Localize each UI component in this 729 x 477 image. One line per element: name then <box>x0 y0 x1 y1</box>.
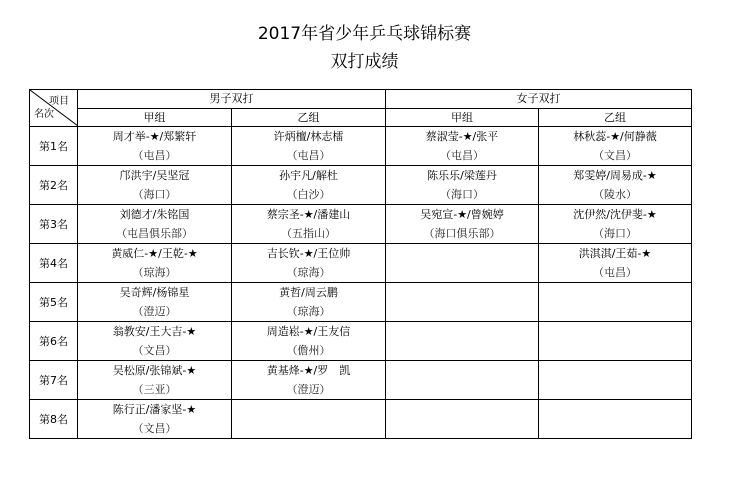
pair-names: 周才举-★/郑繁轩 <box>112 130 197 143</box>
club-name <box>386 263 538 282</box>
result-cell-women-a <box>386 283 539 322</box>
result-cell-women-a <box>386 400 539 439</box>
corner-cell <box>30 90 78 127</box>
pair-names: 郑雯婷/周易成-★ <box>573 169 657 182</box>
club-name: （文昌） <box>593 149 637 162</box>
club-name: （五指山） <box>281 227 336 240</box>
club-name <box>539 380 691 399</box>
pair-names: 蔡宗圣-★/潘建山 <box>266 208 351 221</box>
result-cell-women-b <box>539 283 692 322</box>
pair-names: 林秋蕊-★/何静薇 <box>573 130 657 143</box>
event-header-women: 女子双打 <box>386 90 692 109</box>
result-row <box>30 361 692 400</box>
rank-cell: 第2名 <box>30 166 78 205</box>
rank-cell: 第7名 <box>30 361 78 400</box>
rank-cell: 第4名 <box>30 244 78 283</box>
club-name <box>386 302 538 321</box>
pair-names <box>386 244 538 263</box>
result-cell-women-b <box>539 400 692 439</box>
pair-names: 孙宇凡/解杜 <box>279 169 338 182</box>
result-row <box>30 283 692 322</box>
results-table <box>29 89 692 439</box>
pair-names: 洪淇淇/王茹-★ <box>578 247 652 260</box>
pair-names <box>386 400 538 419</box>
result-cell-women-b <box>539 322 692 361</box>
pair-names: 许炳檀/林志檑 <box>273 130 344 143</box>
result-cell-men-a <box>78 127 232 166</box>
result-cell-men-a <box>78 166 232 205</box>
club-name <box>539 419 691 438</box>
result-cell-women-b <box>539 244 692 283</box>
result-cell-women-b <box>539 205 692 244</box>
club-name: （屯昌俱乐部） <box>116 227 193 240</box>
result-cell-men-b <box>232 322 386 361</box>
group-header-men-b: 乙组 <box>232 108 386 127</box>
result-cell-men-a <box>78 283 232 322</box>
result-cell-women-a <box>386 322 539 361</box>
result-cell-men-a <box>78 361 232 400</box>
result-cell-women-b <box>539 361 692 400</box>
pair-names <box>539 283 691 302</box>
group-header-women-a: 甲组 <box>386 108 539 127</box>
result-row <box>30 166 692 205</box>
club-name: （屯昌） <box>440 149 484 162</box>
club-name: （屯昌） <box>132 149 177 162</box>
rank-cell: 第1名 <box>30 127 78 166</box>
pair-names: 吴奇辉/杨锦星 <box>119 286 190 299</box>
club-name: （陵水） <box>593 188 637 201</box>
club-name: （三亚） <box>132 383 177 396</box>
club-name: （琼海） <box>286 305 331 318</box>
club-name: （澄迈） <box>132 305 177 318</box>
result-row <box>30 205 692 244</box>
pair-names <box>232 400 385 419</box>
club-name: （琼海） <box>286 266 331 279</box>
result-cell-women-a <box>386 244 539 283</box>
club-name: （儋州） <box>286 344 331 357</box>
club-name: （澄迈） <box>286 383 331 396</box>
rank-cell: 第6名 <box>30 322 78 361</box>
result-cell-men-a <box>78 322 232 361</box>
pair-names: 周造崧-★/王友信 <box>266 325 351 338</box>
pair-names: 吉长钦-★/王位帅 <box>266 247 351 260</box>
pair-names: 蔡淑莹-★/张平 <box>425 130 499 143</box>
result-cell-men-b <box>232 205 386 244</box>
result-cell-men-b <box>232 283 386 322</box>
result-row <box>30 400 692 439</box>
pair-names: 翁教安/王大吉-★ <box>112 325 197 338</box>
result-cell-men-a <box>78 400 232 439</box>
pair-names: 刘德才/朱铭国 <box>119 208 190 221</box>
corner-label-event: 项目 <box>49 96 69 107</box>
result-row <box>30 127 692 166</box>
pair-names <box>539 322 691 341</box>
result-cell-men-b <box>232 361 386 400</box>
pair-names: 黄威仁-★/王乾-★ <box>111 247 198 260</box>
club-name: （文昌） <box>132 344 177 357</box>
pair-names: 黄哲/周云鹏 <box>279 286 338 299</box>
pair-names <box>386 361 538 380</box>
club-name <box>539 302 691 321</box>
page-subtitle: 双打成绩 <box>330 52 399 72</box>
result-cell-women-b <box>539 127 692 166</box>
result-cell-women-a <box>386 166 539 205</box>
rank-cell: 第5名 <box>30 283 78 322</box>
pair-names: 黄基烽-★/罗 凯 <box>266 364 351 377</box>
pair-names: 陈乐乐/梁莲丹 <box>427 169 497 182</box>
event-header-men: 男子双打 <box>78 90 386 109</box>
pair-names: 沈伊然/沈伊斐-★ <box>573 208 657 221</box>
result-cell-men-b <box>232 400 386 439</box>
club-name: （屯昌） <box>286 149 331 162</box>
club-name: （海口） <box>440 188 484 201</box>
club-name: （文昌） <box>132 422 177 435</box>
result-cell-men-b <box>232 166 386 205</box>
result-cell-women-a <box>386 361 539 400</box>
corner-label-rank: 名次 <box>34 109 54 120</box>
pair-names: 吴宛宣-★/曾婉婷 <box>420 208 504 221</box>
result-row <box>30 244 692 283</box>
result-cell-men-b <box>232 127 386 166</box>
group-header-men-a: 甲组 <box>78 108 232 127</box>
page-title: 2017年省少年乒乓球锦标赛 <box>257 24 472 44</box>
club-name <box>232 419 385 438</box>
pair-names: 邝洪宇/吴坚冠 <box>119 169 190 182</box>
pair-names: 陈行正/潘家坚-★ <box>112 403 197 416</box>
pair-names: 吴松原/张锦斌-★ <box>112 364 197 377</box>
club-name: （琼海） <box>132 266 177 279</box>
group-header-women-b: 乙组 <box>539 108 692 127</box>
rank-cell: 第8名 <box>30 400 78 439</box>
event-header-row <box>30 90 692 109</box>
club-name: （屯昌） <box>593 266 637 279</box>
result-cell-women-a <box>386 205 539 244</box>
club-name: （海口俱乐部） <box>423 227 501 240</box>
result-cell-women-a <box>386 127 539 166</box>
result-row <box>30 322 692 361</box>
result-cell-women-b <box>539 166 692 205</box>
pair-names <box>386 283 538 302</box>
rank-cell: 第3名 <box>30 205 78 244</box>
club-name <box>386 380 538 399</box>
club-name: （白沙） <box>286 188 331 201</box>
result-cell-men-a <box>78 244 232 283</box>
group-header-row <box>30 108 692 127</box>
pair-names <box>386 322 538 341</box>
club-name: （海口） <box>593 227 637 240</box>
result-cell-men-b <box>232 244 386 283</box>
pair-names <box>539 400 691 419</box>
result-cell-men-a <box>78 205 232 244</box>
club-name <box>539 341 691 360</box>
club-name <box>386 419 538 438</box>
club-name <box>386 341 538 360</box>
club-name: （海口） <box>132 188 177 201</box>
pair-names <box>539 361 691 380</box>
